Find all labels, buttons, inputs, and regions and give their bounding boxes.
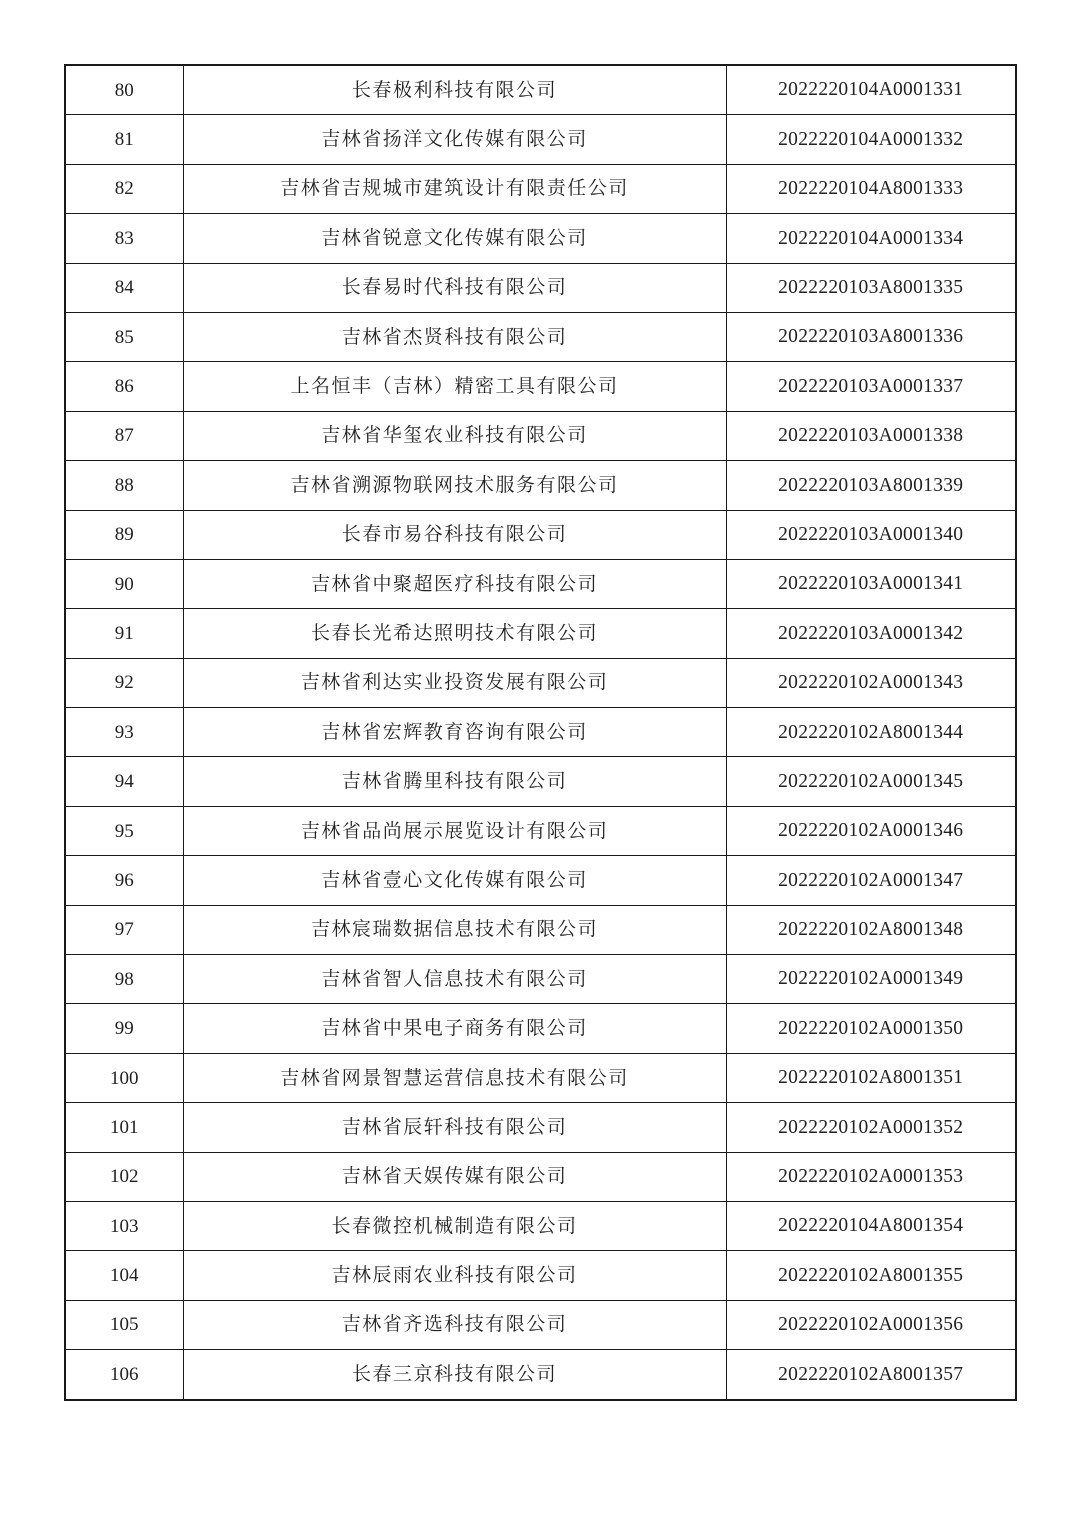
company-name-cell: 吉林省中果电子商务有限公司 bbox=[183, 1004, 726, 1053]
registration-code-cell: 2022220102A0001345 bbox=[726, 757, 1016, 806]
registration-code-cell: 2022220103A8001335 bbox=[726, 263, 1016, 312]
row-number-cell: 104 bbox=[65, 1251, 183, 1300]
row-number-cell: 86 bbox=[65, 362, 183, 411]
row-number-cell: 83 bbox=[65, 214, 183, 263]
registration-code-cell: 2022220103A8001336 bbox=[726, 312, 1016, 361]
row-number-cell: 95 bbox=[65, 806, 183, 855]
company-name-cell: 长春极利科技有限公司 bbox=[183, 65, 726, 115]
company-name-cell: 吉林省智人信息技术有限公司 bbox=[183, 955, 726, 1004]
registration-code-cell: 2022220103A0001337 bbox=[726, 362, 1016, 411]
table-row bbox=[65, 1201, 1016, 1250]
table-row bbox=[65, 757, 1016, 806]
row-number-cell: 92 bbox=[65, 658, 183, 707]
registration-code-cell: 2022220102A0001356 bbox=[726, 1300, 1016, 1349]
company-name-cell: 长春市易谷科技有限公司 bbox=[183, 510, 726, 559]
registration-code-cell: 2022220103A0001342 bbox=[726, 609, 1016, 658]
table-row bbox=[65, 312, 1016, 361]
company-name-cell: 吉林省壹心文化传媒有限公司 bbox=[183, 856, 726, 905]
company-name-cell: 吉林省华玺农业科技有限公司 bbox=[183, 411, 726, 460]
registration-code-cell: 2022220102A8001348 bbox=[726, 905, 1016, 954]
registration-code-cell: 2022220102A0001346 bbox=[726, 806, 1016, 855]
table-row bbox=[65, 362, 1016, 411]
company-name-cell: 长春三京科技有限公司 bbox=[183, 1350, 726, 1400]
table-body bbox=[65, 65, 1016, 1400]
table-row bbox=[65, 609, 1016, 658]
table-row bbox=[65, 1004, 1016, 1053]
company-name-cell: 长春长光希达照明技术有限公司 bbox=[183, 609, 726, 658]
row-number-cell: 88 bbox=[65, 461, 183, 510]
registration-code-cell: 2022220103A0001338 bbox=[726, 411, 1016, 460]
company-name-cell: 吉林省辰轩科技有限公司 bbox=[183, 1103, 726, 1152]
registration-code-cell: 2022220102A0001352 bbox=[726, 1103, 1016, 1152]
table-row bbox=[65, 411, 1016, 460]
registration-table bbox=[64, 64, 1017, 1401]
row-number-cell: 103 bbox=[65, 1201, 183, 1250]
registration-code-cell: 2022220102A8001344 bbox=[726, 708, 1016, 757]
table-row bbox=[65, 263, 1016, 312]
company-name-cell: 吉林省利达实业投资发展有限公司 bbox=[183, 658, 726, 707]
registration-code-cell: 2022220102A0001349 bbox=[726, 955, 1016, 1004]
row-number-cell: 91 bbox=[65, 609, 183, 658]
row-number-cell: 106 bbox=[65, 1350, 183, 1400]
company-name-cell: 吉林省中聚超医疗科技有限公司 bbox=[183, 559, 726, 608]
company-name-cell: 吉林省齐选科技有限公司 bbox=[183, 1300, 726, 1349]
company-name-cell: 吉林省锐意文化传媒有限公司 bbox=[183, 214, 726, 263]
table-row bbox=[65, 905, 1016, 954]
row-number-cell: 87 bbox=[65, 411, 183, 460]
registration-code-cell: 2022220102A0001353 bbox=[726, 1152, 1016, 1201]
row-number-cell: 102 bbox=[65, 1152, 183, 1201]
table-row bbox=[65, 1152, 1016, 1201]
row-number-cell: 82 bbox=[65, 164, 183, 213]
registration-code-cell: 2022220103A8001339 bbox=[726, 461, 1016, 510]
row-number-cell: 100 bbox=[65, 1053, 183, 1102]
company-name-cell: 吉林宸瑞数据信息技术有限公司 bbox=[183, 905, 726, 954]
table-row bbox=[65, 1251, 1016, 1300]
registration-code-cell: 2022220103A0001341 bbox=[726, 559, 1016, 608]
table-row bbox=[65, 1103, 1016, 1152]
company-name-cell: 吉林省网景智慧运营信息技术有限公司 bbox=[183, 1053, 726, 1102]
row-number-cell: 101 bbox=[65, 1103, 183, 1152]
registration-code-cell: 2022220104A0001332 bbox=[726, 115, 1016, 164]
company-name-cell: 吉林省腾里科技有限公司 bbox=[183, 757, 726, 806]
table-row bbox=[65, 1350, 1016, 1400]
table-row bbox=[65, 708, 1016, 757]
registration-code-cell: 2022220102A0001350 bbox=[726, 1004, 1016, 1053]
company-name-cell: 吉林省天娱传媒有限公司 bbox=[183, 1152, 726, 1201]
row-number-cell: 93 bbox=[65, 708, 183, 757]
table-row bbox=[65, 559, 1016, 608]
registration-code-cell: 2022220104A8001333 bbox=[726, 164, 1016, 213]
company-name-cell: 吉林辰雨农业科技有限公司 bbox=[183, 1251, 726, 1300]
company-name-cell: 吉林省溯源物联网技术服务有限公司 bbox=[183, 461, 726, 510]
row-number-cell: 99 bbox=[65, 1004, 183, 1053]
table-row bbox=[65, 806, 1016, 855]
row-number-cell: 105 bbox=[65, 1300, 183, 1349]
registration-code-cell: 2022220103A0001340 bbox=[726, 510, 1016, 559]
company-name-cell: 吉林省扬洋文化传媒有限公司 bbox=[183, 115, 726, 164]
row-number-cell: 85 bbox=[65, 312, 183, 361]
table-row bbox=[65, 115, 1016, 164]
registration-code-cell: 2022220102A8001351 bbox=[726, 1053, 1016, 1102]
registration-code-cell: 2022220102A0001347 bbox=[726, 856, 1016, 905]
table-row bbox=[65, 1053, 1016, 1102]
row-number-cell: 80 bbox=[65, 65, 183, 115]
registration-code-cell: 2022220104A8001354 bbox=[726, 1201, 1016, 1250]
table-row bbox=[65, 510, 1016, 559]
company-name-cell: 上名恒丰（吉林）精密工具有限公司 bbox=[183, 362, 726, 411]
row-number-cell: 96 bbox=[65, 856, 183, 905]
row-number-cell: 84 bbox=[65, 263, 183, 312]
registration-code-cell: 2022220102A8001355 bbox=[726, 1251, 1016, 1300]
table-row bbox=[65, 1300, 1016, 1349]
table-row bbox=[65, 461, 1016, 510]
registration-code-cell: 2022220102A0001343 bbox=[726, 658, 1016, 707]
table-row bbox=[65, 856, 1016, 905]
company-name-cell: 吉林省宏辉教育咨询有限公司 bbox=[183, 708, 726, 757]
registration-code-cell: 2022220104A0001331 bbox=[726, 65, 1016, 115]
row-number-cell: 81 bbox=[65, 115, 183, 164]
registration-code-cell: 2022220102A8001357 bbox=[726, 1350, 1016, 1400]
row-number-cell: 90 bbox=[65, 559, 183, 608]
row-number-cell: 89 bbox=[65, 510, 183, 559]
table-row bbox=[65, 658, 1016, 707]
table-row bbox=[65, 164, 1016, 213]
table-row bbox=[65, 65, 1016, 115]
row-number-cell: 94 bbox=[65, 757, 183, 806]
company-name-cell: 长春易时代科技有限公司 bbox=[183, 263, 726, 312]
registration-code-cell: 2022220104A0001334 bbox=[726, 214, 1016, 263]
company-name-cell: 长春微控机械制造有限公司 bbox=[183, 1201, 726, 1250]
company-name-cell: 吉林省吉规城市建筑设计有限责任公司 bbox=[183, 164, 726, 213]
row-number-cell: 98 bbox=[65, 955, 183, 1004]
row-number-cell: 97 bbox=[65, 905, 183, 954]
table-row bbox=[65, 214, 1016, 263]
table-row bbox=[65, 955, 1016, 1004]
company-name-cell: 吉林省品尚展示展览设计有限公司 bbox=[183, 806, 726, 855]
company-name-cell: 吉林省杰贤科技有限公司 bbox=[183, 312, 726, 361]
